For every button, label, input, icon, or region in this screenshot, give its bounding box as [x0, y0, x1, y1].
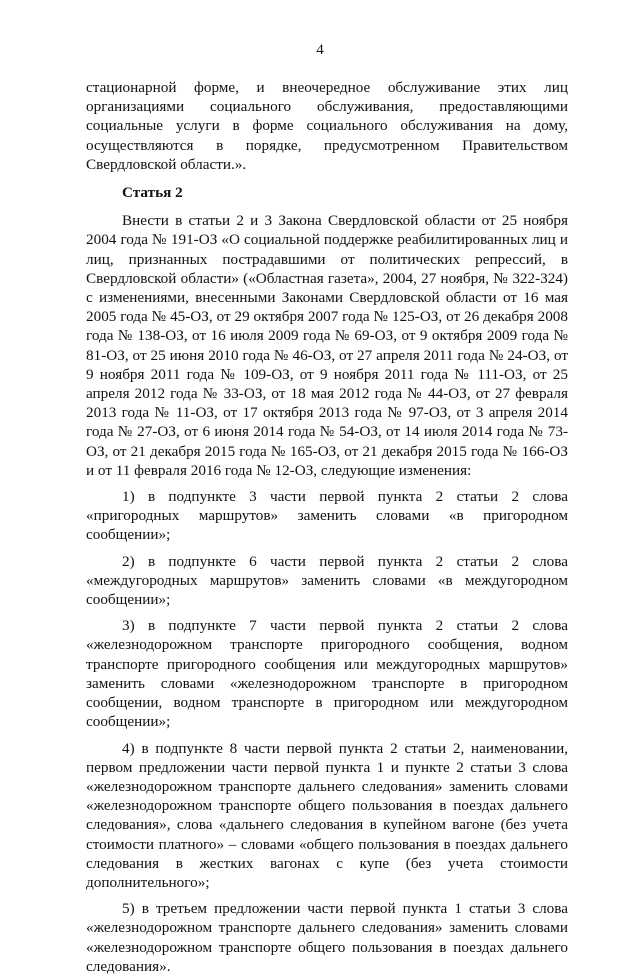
document-body	[86, 78, 568, 976]
article-title: Статья 2	[122, 184, 183, 202]
amendment-item-3: 3) в подпункте 7 части первой пункта 2 статьи 2 слова «железнодорожном транспорте пригородного сообщения, водном транспорте пригородного сообщения или междугородных маршрутов» заменить словами «железнодорожном транспорте в пригородном сообщении, водном транспорте в пригородном или междугородном сообщении»;	[86, 617, 568, 731]
amendment-item-2: 2) в подпункте 6 части первой пункта 2 статьи 2 слова «междугородных маршрутов» заменить словами «в междугородном сообщении»;	[86, 552, 568, 609]
continuation-paragraph: стационарной форме, и внеочередное обслуживание этих лиц организациями социального обслуживания, предоставляющими социальные услуги в форме социального обслуживания на дому, осуществляются в порядке, предусмотренном Правительством Свердловской области.».	[86, 79, 568, 173]
page-number: 4	[316, 42, 324, 58]
intro-paragraph: Внести в статьи 2 и 3 Закона Свердловской области от 25 ноября 2004 года № 191-ОЗ «О социальной поддержке реабилитированных лиц и лиц, признанных пострадавшими от политических репрессий, в Свердловской области» («Областная газета», 2004, 27 ноября, № 322-324) с изменениями, внесенными Законами Свердловской области от 16 мая 2005 года № 45-ОЗ, от 29 октября 2007 года № 125-ОЗ, от 26 декабря 2008 года № 138-ОЗ, от 16 июля 2009 года № 69-ОЗ, от 9 октября 2009 года № 81-ОЗ, от 25 июня 2010 года № 46-ОЗ, от 27 апреля 2011 года № 24-ОЗ, от 9 ноября 2011 года № 109-ОЗ, от 9 ноября 2011 года № 111-ОЗ, от 25 апреля 2012 года № 33-ОЗ, от 18 мая 2012 года № 44-ОЗ, от 27 февраля 2013 года № 11-ОЗ, от 17 октября 2013 года № 97-ОЗ, от 3 апреля 2014 года № 27-ОЗ, от 6 июня 2014 года № 54-ОЗ, от 14 июля 2014 года № 73-ОЗ, от 21 декабря 2015 года № 165-ОЗ, от 21 декабря 2015 года № 166-ОЗ и от 11 февраля 2016 года № 12-ОЗ, следующие изменения:	[86, 212, 568, 479]
amendment-item-5: 5) в третьем предложении части первой пункта 1 статьи 3 слова «железнодорожном транспорте дальнего следования» заменить словами «железнодорожном транспорте общего пользования в поездах дальнего следования».	[86, 900, 568, 975]
amendment-item-1: 1) в подпункте 3 части первой пункта 2 статьи 2 слова «пригородных маршрутов» заменить словами «в пригородном сообщении»;	[86, 488, 568, 544]
amendment-item-4: 4) в подпункте 8 части первой пункта 2 статьи 2, наименовании, первом предложении части первой пункта 1 и пункте 2 статьи 3 слова «железнодорожном транспорте дальнего следования» заменить словами «железнодорожном транспорте общего пользования в поездах дальнего следования», слова «дальнего следования в купейном вагоне (без учета стоимости платного» – словами «общего пользования в поездах дальнего следования в жестких вагонах с купе (без учета стоимости дополнительного»;	[86, 739, 568, 891]
